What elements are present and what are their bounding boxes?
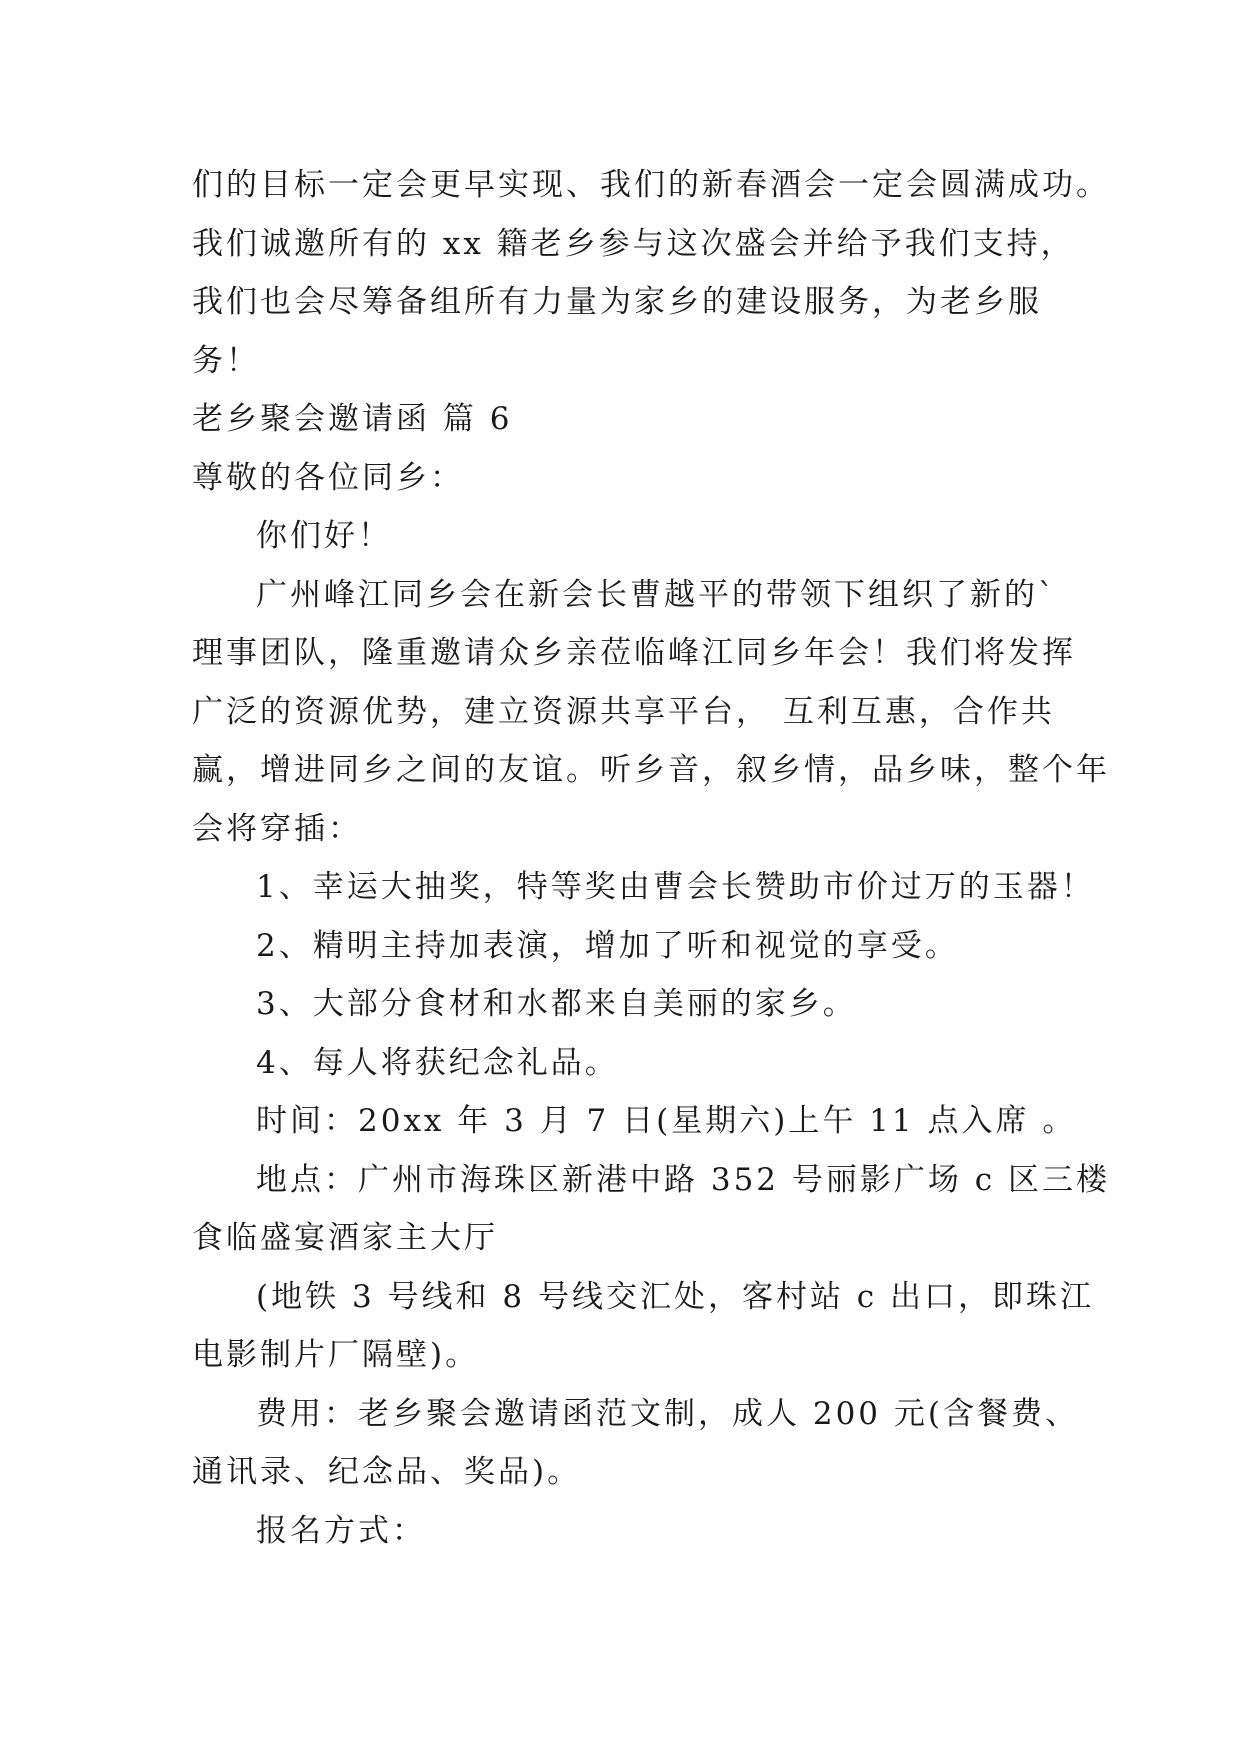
paragraph-line: 赢，增进同乡之间的友谊。听乡音，叙乡情，品乡味，整个年 [192,752,1110,788]
paragraph-line: 们的目标一定会更早实现、我们的新春酒会一定会圆满成功。 [192,167,1110,203]
list-item: 1、幸运大抽奖，特等奖由曹会长赞助市价过万的玉器！ [256,869,1095,905]
paragraph-line: 我们诚邀所有的 xx 籍老乡参与这次盛会并给予我们支持， [192,225,1075,262]
paragraph-line: 广泛的资源优势，建立资源共享平台， 互利互惠，合作共 [192,693,1055,730]
event-time: 时间：20xx 年 3 月 7 日(星期六)上午 11 点入席 。 [256,1103,1077,1139]
directions-continued: 电影制片厂隔壁)。 [192,1337,480,1373]
list-item: 4、每人将获纪念礼品。 [256,1044,619,1081]
document-body [192,156,1110,1560]
list-item: 3、大部分食材和水都来自美丽的家乡。 [256,986,857,1022]
salutation: 尊敬的各位同乡： [192,459,464,496]
paragraph-line: 务！ [192,342,260,379]
paragraph-line: 会将穿插： [192,810,362,847]
event-fee: 费用：老乡聚会邀请函范文制，成人 200 元(含餐费、 [256,1395,1079,1432]
paragraph-line: 理事团队，隆重邀请众乡亲莅临峰江同乡年会！我们将发挥 [192,635,1076,671]
list-item: 2、精明主持加表演，增加了听和视觉的享受。 [256,927,959,964]
directions: (地铁 3 号线和 8 号线交汇处，客村站 c 出口，即珠江 [256,1278,1095,1315]
registration-heading: 报名方式： [256,1512,426,1549]
greeting: 你们好！ [256,518,392,554]
paragraph-line: 广州峰江同乡会在新会长曹越平的带领下组织了新的` [256,576,1057,613]
paragraph-line: 我们也会尽筹备组所有力量为家乡的建设服务，为老乡服 [192,284,1042,320]
section-heading: 老乡聚会邀请函 篇 6 [192,401,513,437]
event-location-continued: 食临盛宴酒家主大厅 [192,1220,498,1256]
event-fee-continued: 通讯录、纪念品、奖品)。 [192,1454,582,1490]
event-location: 地点：广州市海珠区新港中路 352 号丽影广场 c 区三楼 [256,1161,1110,1198]
